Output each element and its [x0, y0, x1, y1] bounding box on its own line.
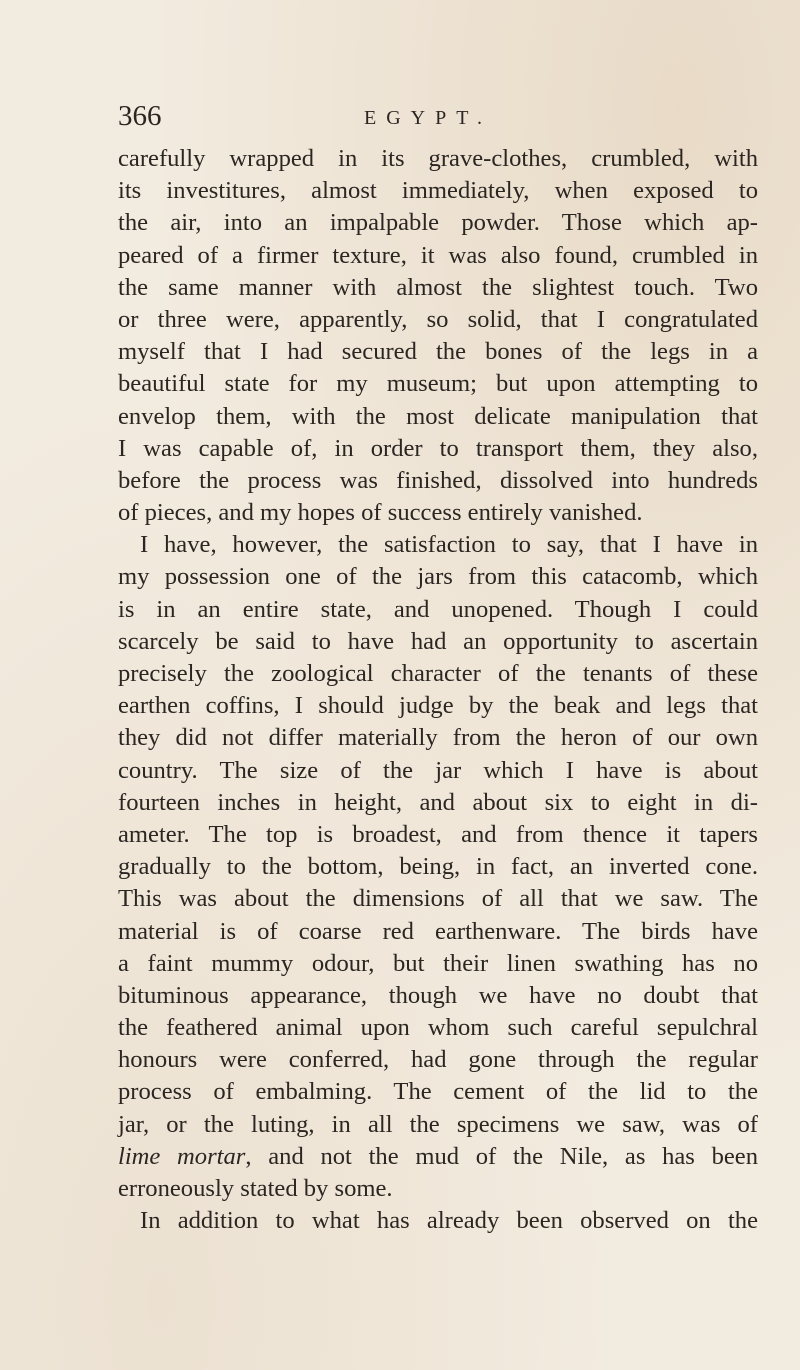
text-line: before the process was finished, dissolved into hundreds — [118, 466, 758, 494]
text-line: envelop them, with the most delicate manipulation that — [118, 402, 758, 430]
page-number: 366 — [118, 100, 162, 132]
text-line: precisely the zoological character of the tenants of these — [118, 660, 758, 687]
text-line: process of embalming. The cement of the lid to the — [118, 1078, 758, 1106]
text-line-with-italic — [118, 1141, 758, 1173]
text-line: erroneously stated by some. — [118, 1175, 393, 1202]
text-line: is in an entire state, and unopened. Though I could — [118, 595, 758, 623]
text-line: fourteen inches in height, and about six to eight in di- — [118, 788, 758, 816]
running-head: EGYPT. — [364, 107, 492, 129]
paragraph-start-line: I have, however, the satisfaction to say, that I have in — [140, 531, 758, 559]
text-line: material is of coarse red earthenware. The birds have — [118, 917, 758, 945]
text-line: its investitures, almost immediately, when exposed to — [118, 177, 758, 205]
text-line: ameter. The top is broadest, and from thence it tapers — [118, 820, 758, 848]
text-line: or three were, apparently, so solid, that I congratulated — [118, 305, 758, 333]
text-line: beautiful state for my museum; but upon attempting to — [118, 370, 758, 398]
text-line: my possession one of the jars from this catacomb, which — [118, 563, 758, 591]
text-line: earthen coffins, I should judge by the beak and legs that — [118, 692, 758, 720]
page-header — [118, 96, 758, 136]
paragraph-start-line: In addition to what has already been observed on the — [140, 1207, 758, 1235]
italic-phrase: lime mortar — [118, 1142, 246, 1170]
text-line: jar, or the luting, in all the specimens we saw, was of — [118, 1110, 758, 1138]
text-line: peared of a firmer texture, it was also found, crumbled in — [118, 241, 758, 269]
text-line: myself that I had secured the bones of the legs in a — [118, 338, 758, 366]
text-line: bituminous appearance, though we have no doubt that — [118, 981, 758, 1009]
text-line: gradually to the bottom, being, in fact, an inverted cone. — [118, 853, 758, 881]
text-line: the air, into an impalpable powder. Those which ap- — [118, 209, 758, 237]
text-line: carefully wrapped in its grave-clothes, crumbled, with — [118, 145, 758, 172]
text-line: scarcely be said to have had an opportunity to ascertain — [118, 627, 758, 655]
text-line: a faint mummy odour, but their linen swathing has no — [118, 949, 758, 977]
text-line: the same manner with almost the slightest touch. Two — [118, 273, 758, 301]
text-line: of pieces, and my hopes of success entirely vanished. — [118, 499, 643, 527]
line-remainder: , and not the mud of the Nile, as has been — [245, 1142, 759, 1170]
text-line: This was about the dimensions of all that we saw. The — [118, 885, 758, 913]
text-line: honours were conferred, had gone through the regular — [118, 1046, 758, 1074]
text-line: I was capable of, in order to transport them, they also, — [118, 434, 758, 462]
body-text — [118, 143, 758, 1237]
text-line: they did not differ materially from the heron of our own — [118, 724, 758, 752]
text-line: country. The size of the jar which I have is about — [118, 756, 758, 784]
text-line: the feathered animal upon whom such careful sepulchral — [118, 1014, 758, 1042]
